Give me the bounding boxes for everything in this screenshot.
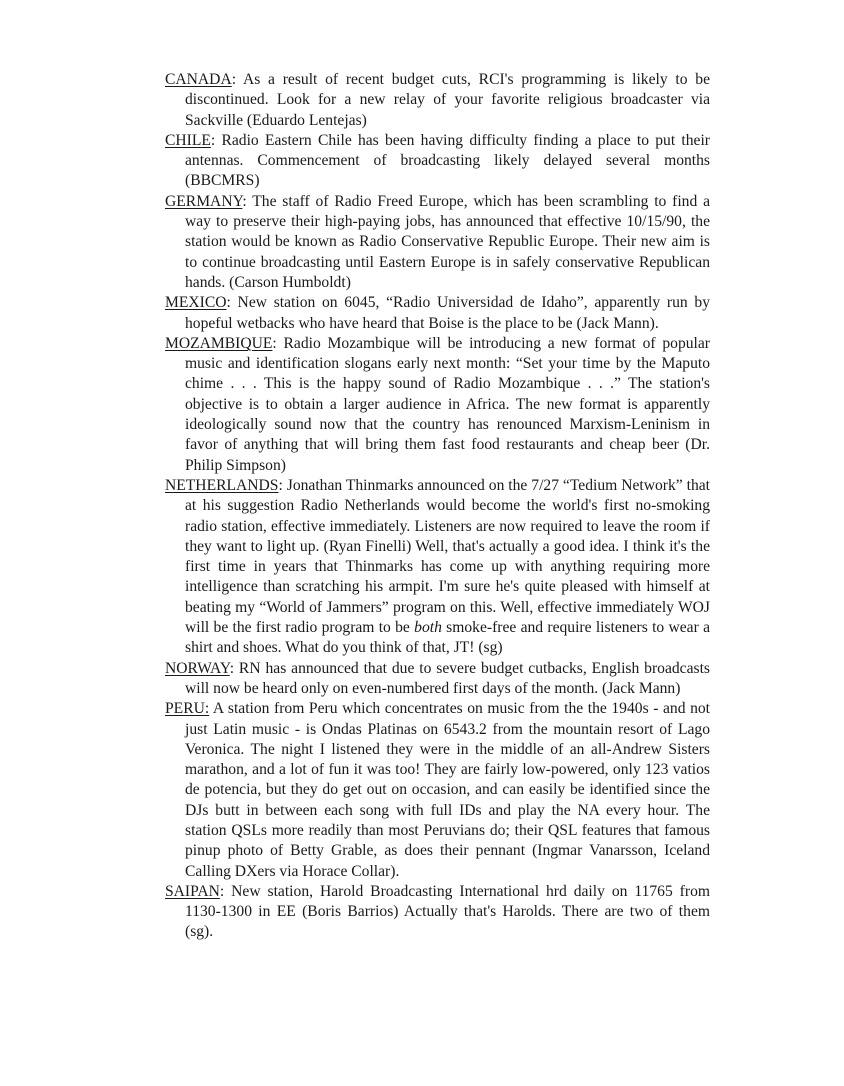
- country-name: PERU:: [165, 700, 210, 718]
- entry-text: : Radio Mozambique will be introducing a new format of popular music and identification slogans early next month: “Set your time by the Maputo chime . . . This is the happy sound of Radio Mozambique . . .” The station's objective is to obtain a larger audience in Africa. The new format is apparently ideologically sound now that the country has renounced Marxism-Leninism in favor of anything that will bring them fast food restaurants and cheap beer (Dr. Philip Simpson): [185, 334, 710, 474]
- country-name: MOZAMBIQUE: [165, 334, 273, 352]
- country-name: NORWAY: [165, 659, 230, 677]
- country-name: GERMANY: [165, 192, 243, 210]
- entry-mozambique: [165, 334, 710, 476]
- entry-chile: [165, 131, 710, 192]
- entry-text: A station from Peru which concentrates on music from the the 1940s - and not just Latin music - is Ondas Platinas on 6543.2 from the mountain resort of Lago Veronica. The night I listened they were in the middle of an all-Andrew Sisters marathon, and a lot of fun it was too! They are fairly low-powered, only 123 vatios de potencia, but they do get out on occasion, and can easily be identified since the DJs butt in between each song with full IDs and play the NA every hour. The station QSLs more readily than most Peruvians do; their QSL features that famous pinup photo of Betty Grable, as does their pennant (Ingmar Vanarsson, Iceland Calling DXers via Horace Collar).: [185, 700, 710, 880]
- entry-mexico: [165, 293, 710, 334]
- entry-netherlands: [165, 476, 710, 659]
- entry-text: : New station on 6045, “Radio Universidad de Idaho”, apparently run by hopeful wetbacks who have heard that Boise is the place to be (Jack Mann).: [185, 294, 710, 332]
- entry-canada: [165, 70, 710, 131]
- entry-text-continued: smoke-free and require listeners to wear a shirt and shoes. What do you think of that, JT! (sg): [185, 619, 710, 657]
- country-entries: [165, 70, 710, 943]
- country-name: SAIPAN: [165, 882, 220, 900]
- country-name: MEXICO: [165, 294, 227, 312]
- country-name: NETHERLANDS: [165, 476, 279, 494]
- entry-peru: [165, 699, 710, 882]
- entry-text: : New station, Harold Broadcasting International hrd daily on 11765 from 1130-1300 in EE (Boris Barrios) Actually that's Harolds. There are two of them (sg).: [185, 882, 710, 941]
- entry-norway: [165, 659, 710, 700]
- entry-text: : RN has announced that due to severe budget cutbacks, English broadcasts will now be heard only on even-numbered first days of the month. (Jack Mann): [185, 659, 710, 697]
- entry-text: : Radio Eastern Chile has been having difficulty finding a place to put their antennas. Commencement of broadcasting likely delayed several months (BBCMRS): [185, 131, 710, 190]
- entry-text: : The staff of Radio Freed Europe, which has been scrambling to find a way to preserve their high-paying jobs, has announced that effective 10/15/90, the station would be known as Radio Conservative Republic Europe. Their new aim is to continue broadcasting until Eastern Europe is in safely conservative Republican hands. (Carson Humboldt): [185, 192, 710, 291]
- entry-italic-text: both: [414, 619, 442, 637]
- country-name: CHILE: [165, 131, 211, 149]
- entry-text: : As a result of recent budget cuts, RCI's programming is likely to be discontinued. Look for a new relay of your favorite religious broadcaster via Sackville (Eduardo Lentejas): [185, 71, 710, 129]
- entry-germany: [165, 192, 710, 293]
- entry-saipan: [165, 882, 710, 943]
- entry-text: : Jonathan Thinmarks announced on the 7/27 “Tedium Network” that at his suggestion Radio Netherlands would become the world's first no-smoking radio station, effective immediately. Listeners are now required to leave the room if they want to light up. (Ryan Finelli) Well, that's actually a good idea. I think it's the first time in years that Thinmarks has come up with anything requiring more intelligence than scratching his armpit. I'm sure he's quite pleased with himself at beating my “World of Jammers” program on this. Well, effective immediately WOJ will be the first radio program to be: [185, 476, 710, 637]
- country-name: CANADA: [165, 71, 232, 88]
